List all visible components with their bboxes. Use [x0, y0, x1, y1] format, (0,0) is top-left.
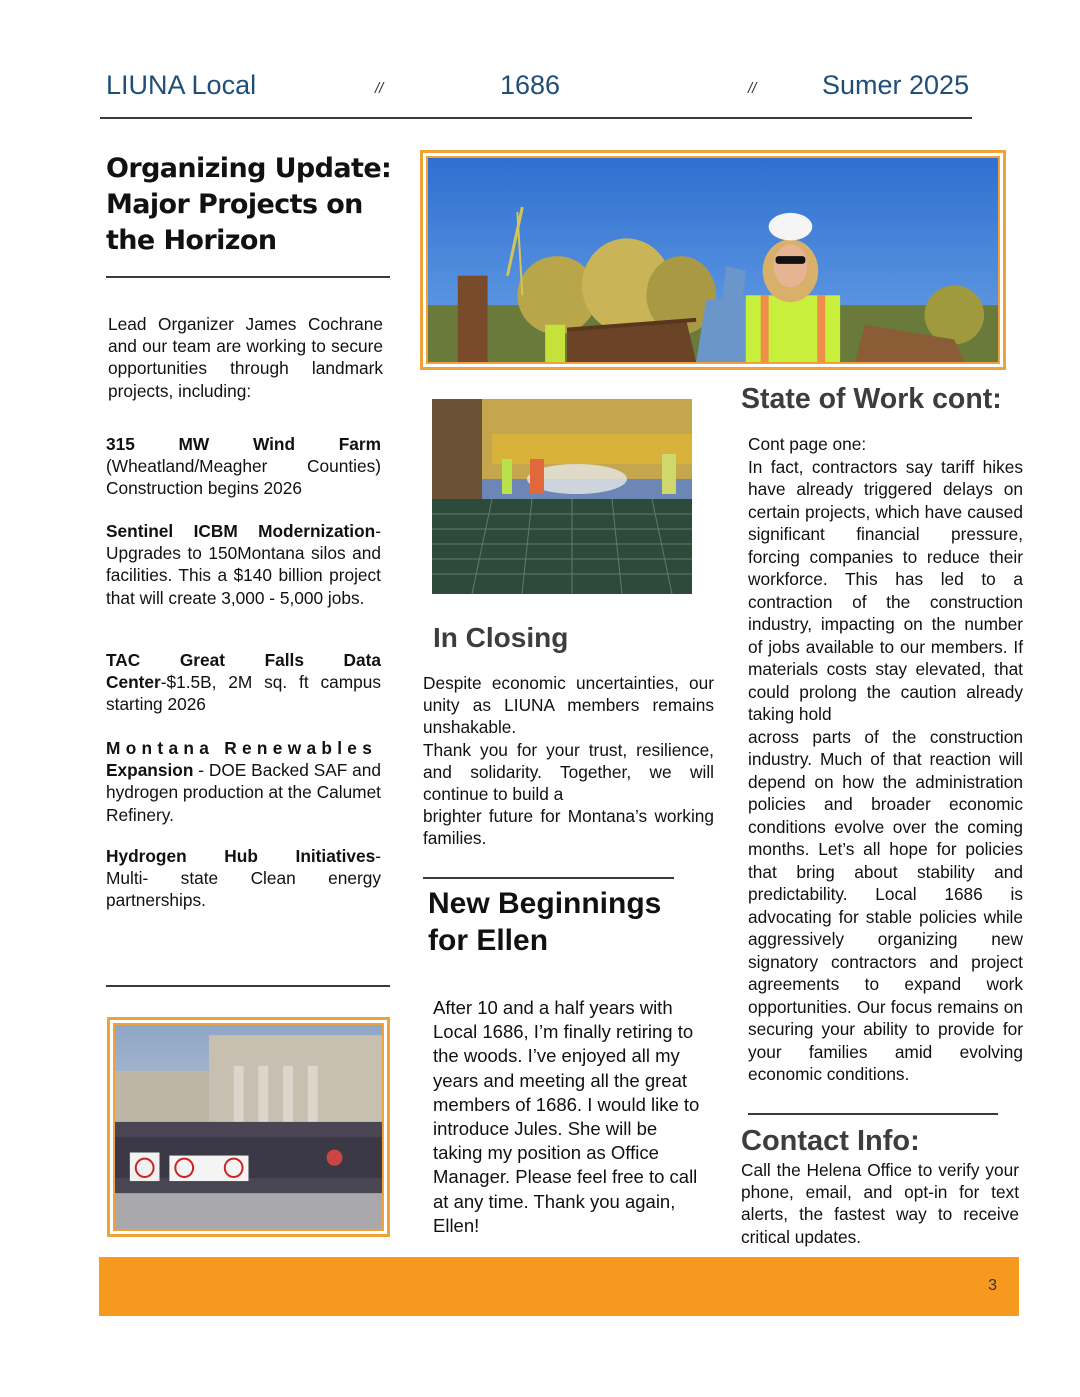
- project-name: Montana Renewables: [106, 738, 378, 758]
- divider: [106, 985, 390, 987]
- divider: [748, 1113, 998, 1115]
- organizing-update-title: Organizing Update: Major Projects on the Horizon: [106, 153, 392, 256]
- hero-photo: [426, 156, 1000, 364]
- hero-photo-image: [428, 158, 998, 362]
- footer-bar: [99, 1257, 1019, 1316]
- deck-photo-image: [432, 399, 692, 594]
- in-closing-p1: Despite economic uncertainties, our unity as LIUNA members remains unshakable.: [423, 673, 714, 738]
- project-desc: -Upgrades to 150Montana silos and facilities. This a $140 billion project that will create 3,000 - 5,000 jobs.: [106, 521, 381, 608]
- rally-photo-frame: [107, 1017, 390, 1237]
- state-of-work-p1: In fact, contractors say tariff hikes have already triggered delays on certain projects, which have caused significant financial pressure, forcing companies to reduce their workforce. This has led to a contraction of the construction industry, impacting on the number of jobs available to our members. If materials costs stay elevated, that could prolong the caution already taking hold: [748, 456, 1023, 724]
- project-name-cont: Expansion: [106, 760, 194, 781]
- new-beginnings-body: After 10 and a half years with Local 1686, I’m finally retiring to the woods. I’ve enjoyed all my years and meeting all the great members of 1686. I would like to introduce Jules. She will be taking my position as Office Manager. Please feel free to call at any time. Thank you again, Ellen!: [433, 997, 700, 1236]
- in-closing-heading: In Closing: [433, 622, 569, 653]
- header-separator: //: [748, 80, 757, 97]
- header-rule: [100, 117, 972, 119]
- project-desc: -Multi- state Clean energy partnerships.: [106, 846, 381, 911]
- in-closing-p3: brighter future for Montana’s working families.: [423, 806, 714, 849]
- header-publisher: LIUNA Local: [106, 70, 257, 100]
- state-of-work-lead: Cont page one:: [748, 434, 867, 454]
- in-closing-p2: Thank you for your trust, resilience, and solidarity. Together, we will continue to build a: [423, 739, 714, 805]
- divider: [423, 877, 674, 879]
- deck-photo: [432, 399, 692, 594]
- new-beginnings-heading: New Beginnings for Ellen: [428, 887, 662, 957]
- project-desc: -$1.5B, 2M sq. ft campus starting 2026: [106, 672, 381, 715]
- header-local-number: 1686: [500, 70, 561, 100]
- project-item: [106, 649, 381, 716]
- project-name: Hydrogen Hub Initiatives: [106, 846, 376, 866]
- state-of-work-heading: State of Work cont:: [741, 383, 1002, 415]
- project-item: [106, 433, 381, 500]
- organizing-intro: Lead Organizer James Cochrane and our team are working to secure opportunities through landmark projects, including:: [108, 314, 383, 401]
- rally-photo-image: [115, 1025, 382, 1229]
- project-name: 315 MW Wind Farm: [106, 434, 381, 454]
- contact-info-body: Call the Helena Office to verify your phone, email, and opt-in for text alerts, the fastest way to receive critical updates.: [741, 1160, 1019, 1247]
- header-issue-date: Sumer 2025: [822, 70, 970, 100]
- page-number: 3: [988, 1277, 997, 1294]
- project-name: Sentinel ICBM Modernization: [106, 521, 376, 541]
- project-item: [106, 845, 381, 912]
- project-item: [106, 520, 381, 609]
- divider: [106, 276, 390, 278]
- project-desc: - DOE Backed SAF and hydrogen production at the Calumet Refinery.: [106, 760, 381, 825]
- state-of-work-body: [748, 433, 1023, 1086]
- rally-photo: [113, 1023, 384, 1231]
- project-item: [106, 737, 381, 826]
- in-closing-body: [423, 672, 714, 850]
- project-name: TAC Great Falls Data Center: [106, 650, 381, 693]
- hero-photo-frame: [420, 150, 1006, 370]
- project-desc: (Wheatland/Meagher Counties) Construction begins 2026: [106, 456, 381, 499]
- state-of-work-p2: across parts of the construction industry. Much of that reaction will depend on how the administration policies and broader economic conditions evolve over the coming months. Let’s all hope for policies that bring about stability and predictability. Local 1686 is advocating for stable policies while aggressively organizing new signatory contractors and project agreements to expand work opportunities. Our focus remains on securing your ability to provide for your families amid evolving economic conditions.: [748, 726, 1023, 1084]
- contact-info-heading: Contact Info:: [741, 1125, 920, 1157]
- header-separator: //: [375, 80, 384, 97]
